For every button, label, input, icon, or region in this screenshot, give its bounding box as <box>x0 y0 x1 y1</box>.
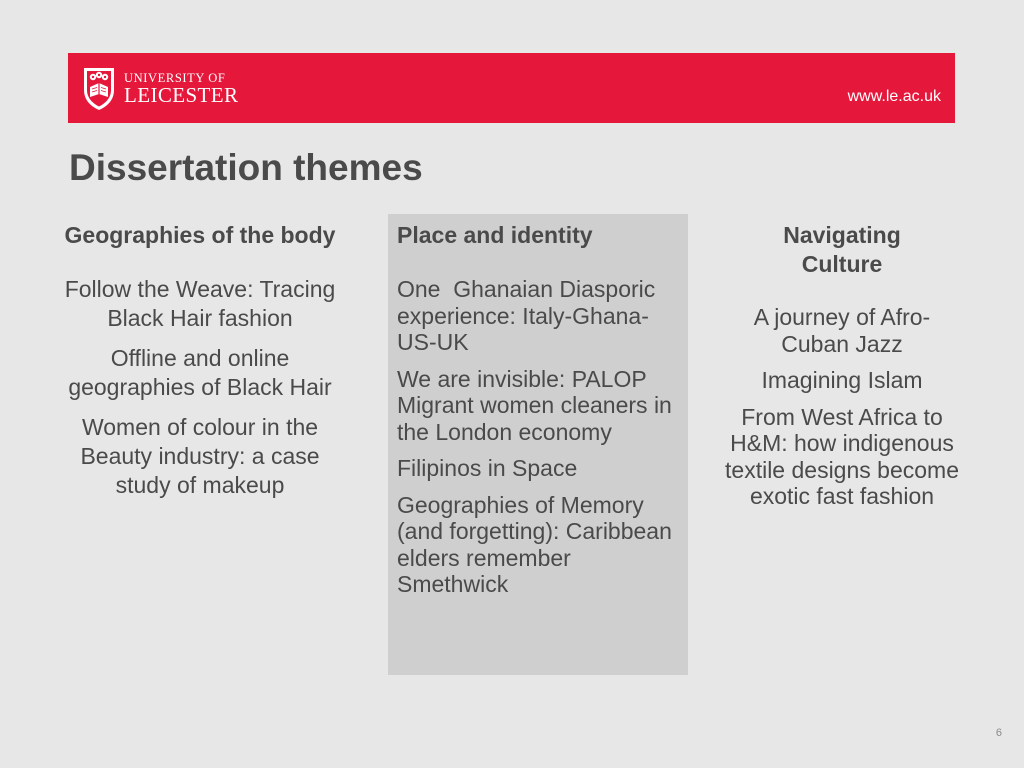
column-heading: Place and identity <box>397 222 593 248</box>
theme-item: Follow the Weave: Tracing Black Hair fashion <box>64 276 336 331</box>
page-number: 6 <box>995 727 1002 739</box>
logo-wordmark <box>124 72 238 107</box>
theme-item: A journey of Afro-Cuban Jazz <box>753 304 931 357</box>
site-url[interactable]: www.le.ac.uk <box>847 88 941 105</box>
page-title: Dissertation themes <box>69 147 423 188</box>
theme-list <box>397 276 682 598</box>
theme-item: Geographies of Memory (and forgetting): Caribbean elders remember Smethwick <box>397 491 672 597</box>
theme-item: Imagining Islam <box>761 367 923 393</box>
column-heading: Geographies of the body <box>64 222 336 248</box>
crest-icon <box>82 66 116 112</box>
theme-item: Filipinos in Space <box>397 455 578 481</box>
theme-item: One Ghanaian Diasporic experience: Italy-Ghana-US-UK <box>397 276 662 355</box>
column-geographies-of-the-body <box>60 214 340 511</box>
theme-list <box>712 304 972 510</box>
theme-item: From West Africa to H&M: how indigenous textile designs become exotic fast fashion <box>725 403 959 509</box>
theme-list <box>60 275 340 500</box>
university-logo[interactable] <box>82 66 238 112</box>
theme-item: Women of colour in the Beauty industry: a case study of makeup <box>80 414 320 498</box>
column-heading: Navigating Culture <box>783 222 901 277</box>
theme-item: We are invisible: PALOP Migrant women cleaners in the London economy <box>397 365 672 445</box>
header-bar <box>68 53 955 123</box>
column-navigating-culture <box>712 214 972 520</box>
column-place-and-identity <box>388 214 688 675</box>
logo-line-leicester: LEICESTER <box>124 83 239 108</box>
theme-item: Offline and online geographies of Black Hair <box>68 345 332 400</box>
logo-line-university: UNIVERSITY OF <box>124 70 226 85</box>
